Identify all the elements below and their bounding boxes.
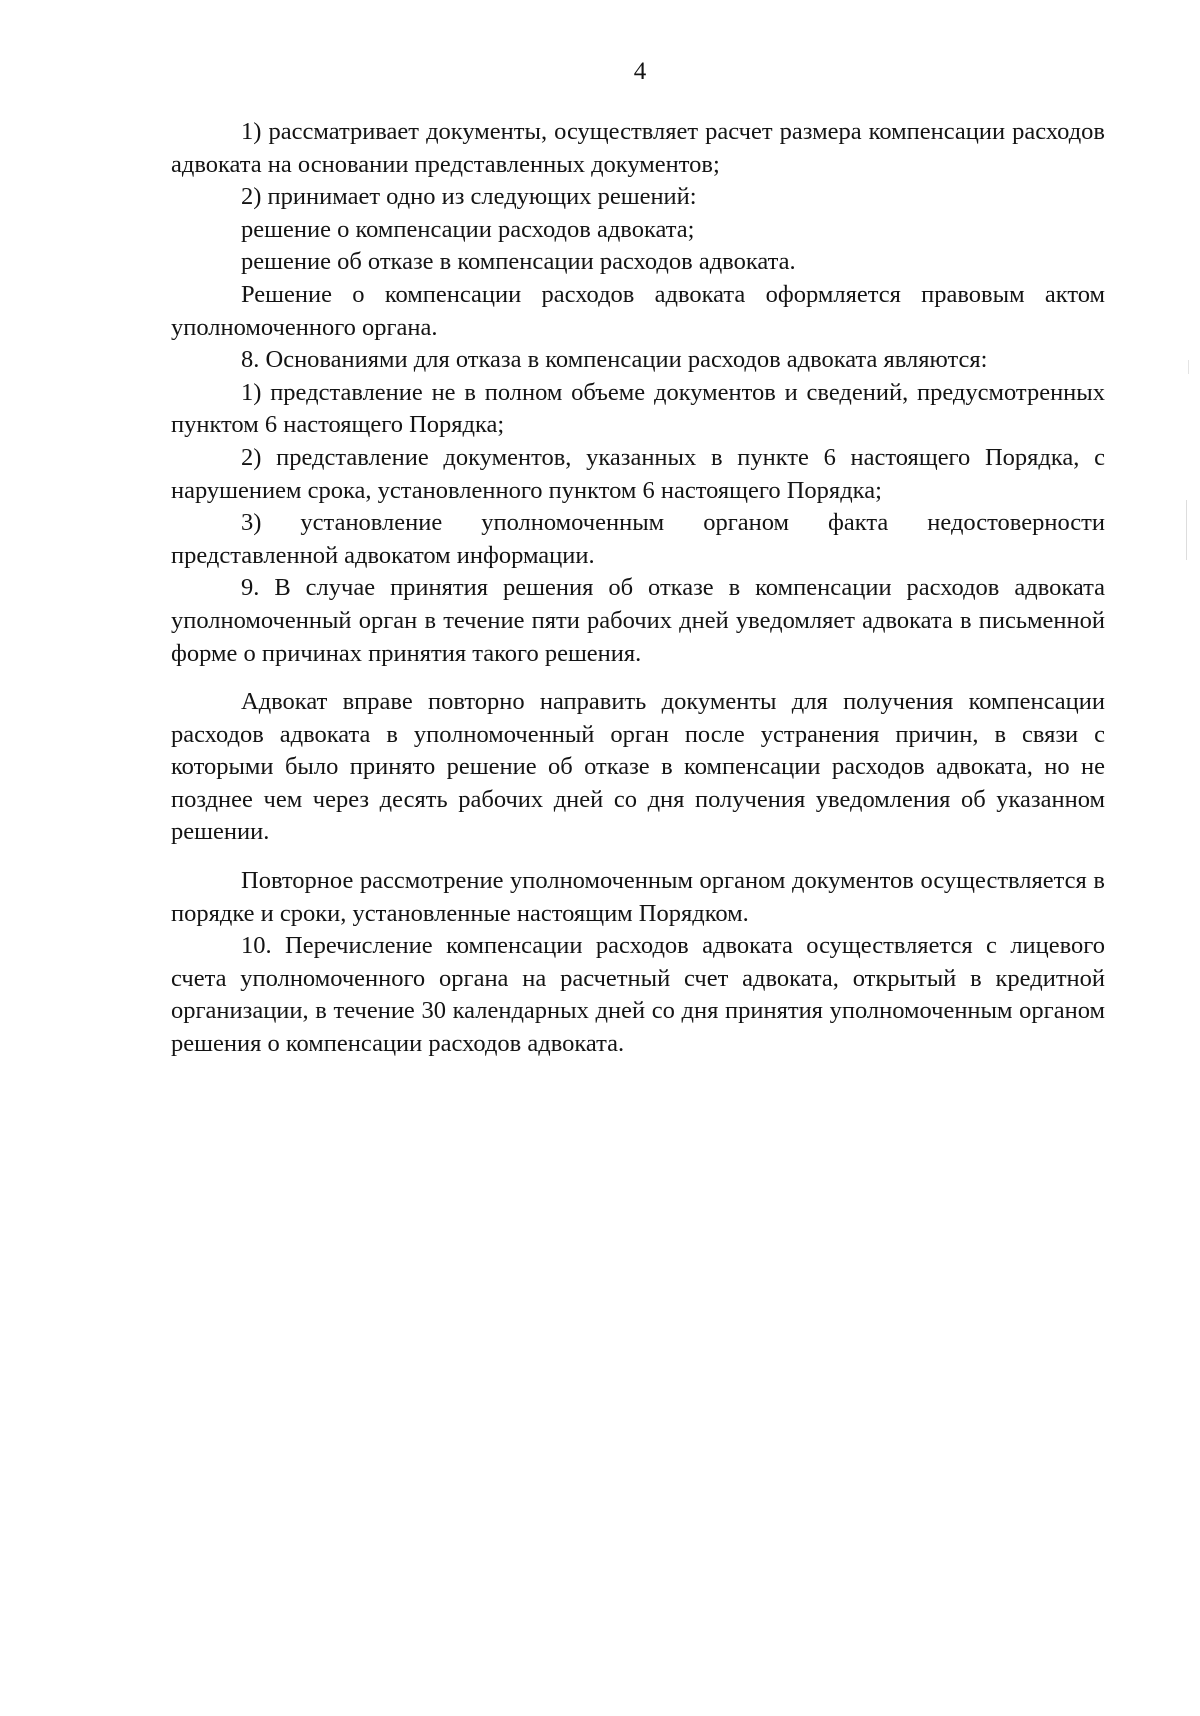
paragraph-resubmission: Адвокат вправе повторно направить документы для получения компенсации расходов адвоката в уполномоченный орган после устранения причин, в связи с которыми было принято решение об отказе в компенсации расходов адвоката, но не позднее чем через десять рабочих дней со дня получения уведомления об указанном решении. — [171, 688, 1105, 846]
scan-margin-mark — [1186, 500, 1187, 560]
scan-margin-mark-small — [1188, 360, 1189, 374]
paragraph-decision-compensation: решение о компенсации расходов адвоката; — [241, 215, 695, 243]
paragraph-item-2: 2) принимает одно из следующих решений: — [241, 183, 697, 211]
document-body — [171, 116, 1105, 1061]
paragraph-section-10: 10. Перечисление компенсации расходов адвоката осуществляется с лицевого счета уполномоченного органа на расчетный счет адвоката, открытый в кредитной организации, в течение 30 календарных дней со дня принятия уполномоченным органом решения о компенсации расходов адвоката. — [171, 932, 1105, 1058]
paragraph-decision-refusal: решение об отказе в компенсации расходов адвоката. — [241, 248, 796, 276]
paragraph-section-8-item-1: 1) представление не в полном объеме документов и сведений, предусмотренных пунктом 6 настоящего Порядка; — [171, 378, 1105, 439]
paragraph-section-8: 8. Основаниями для отказа в компенсации расходов адвоката являются: — [241, 346, 988, 374]
paragraph-section-9: 9. В случае принятия решения об отказе в компенсации расходов адвоката уполномоченный орган в течение пяти рабочих дней уведомляет адвоката в письменной форме о причинах принятия такого решения. — [171, 574, 1105, 667]
paragraph-section-8-item-2: 2) представление документов, указанных в пункте 6 настоящего Порядка, с нарушением срока, установленного пунктом 6 настоящего Порядка; — [171, 443, 1105, 504]
page-number: 4 — [633, 58, 647, 85]
paragraph-decision-form: Решение о компенсации расходов адвоката оформляется правовым актом уполномоченного органа. — [171, 280, 1105, 341]
paragraph-repeat-review: Повторное рассмотрение уполномоченным органом документов осуществляется в порядке и сроки, установленные настоящим Порядком. — [171, 867, 1105, 927]
paragraph-section-8-item-3: 3) установление уполномоченным органом факта недостоверности представленной адвокатом информации. — [171, 509, 1105, 569]
paragraph-item-1: 1) рассматривает документы, осуществляет расчет размера компенсации расходов адвоката на основании представленных документов; — [171, 118, 1105, 178]
